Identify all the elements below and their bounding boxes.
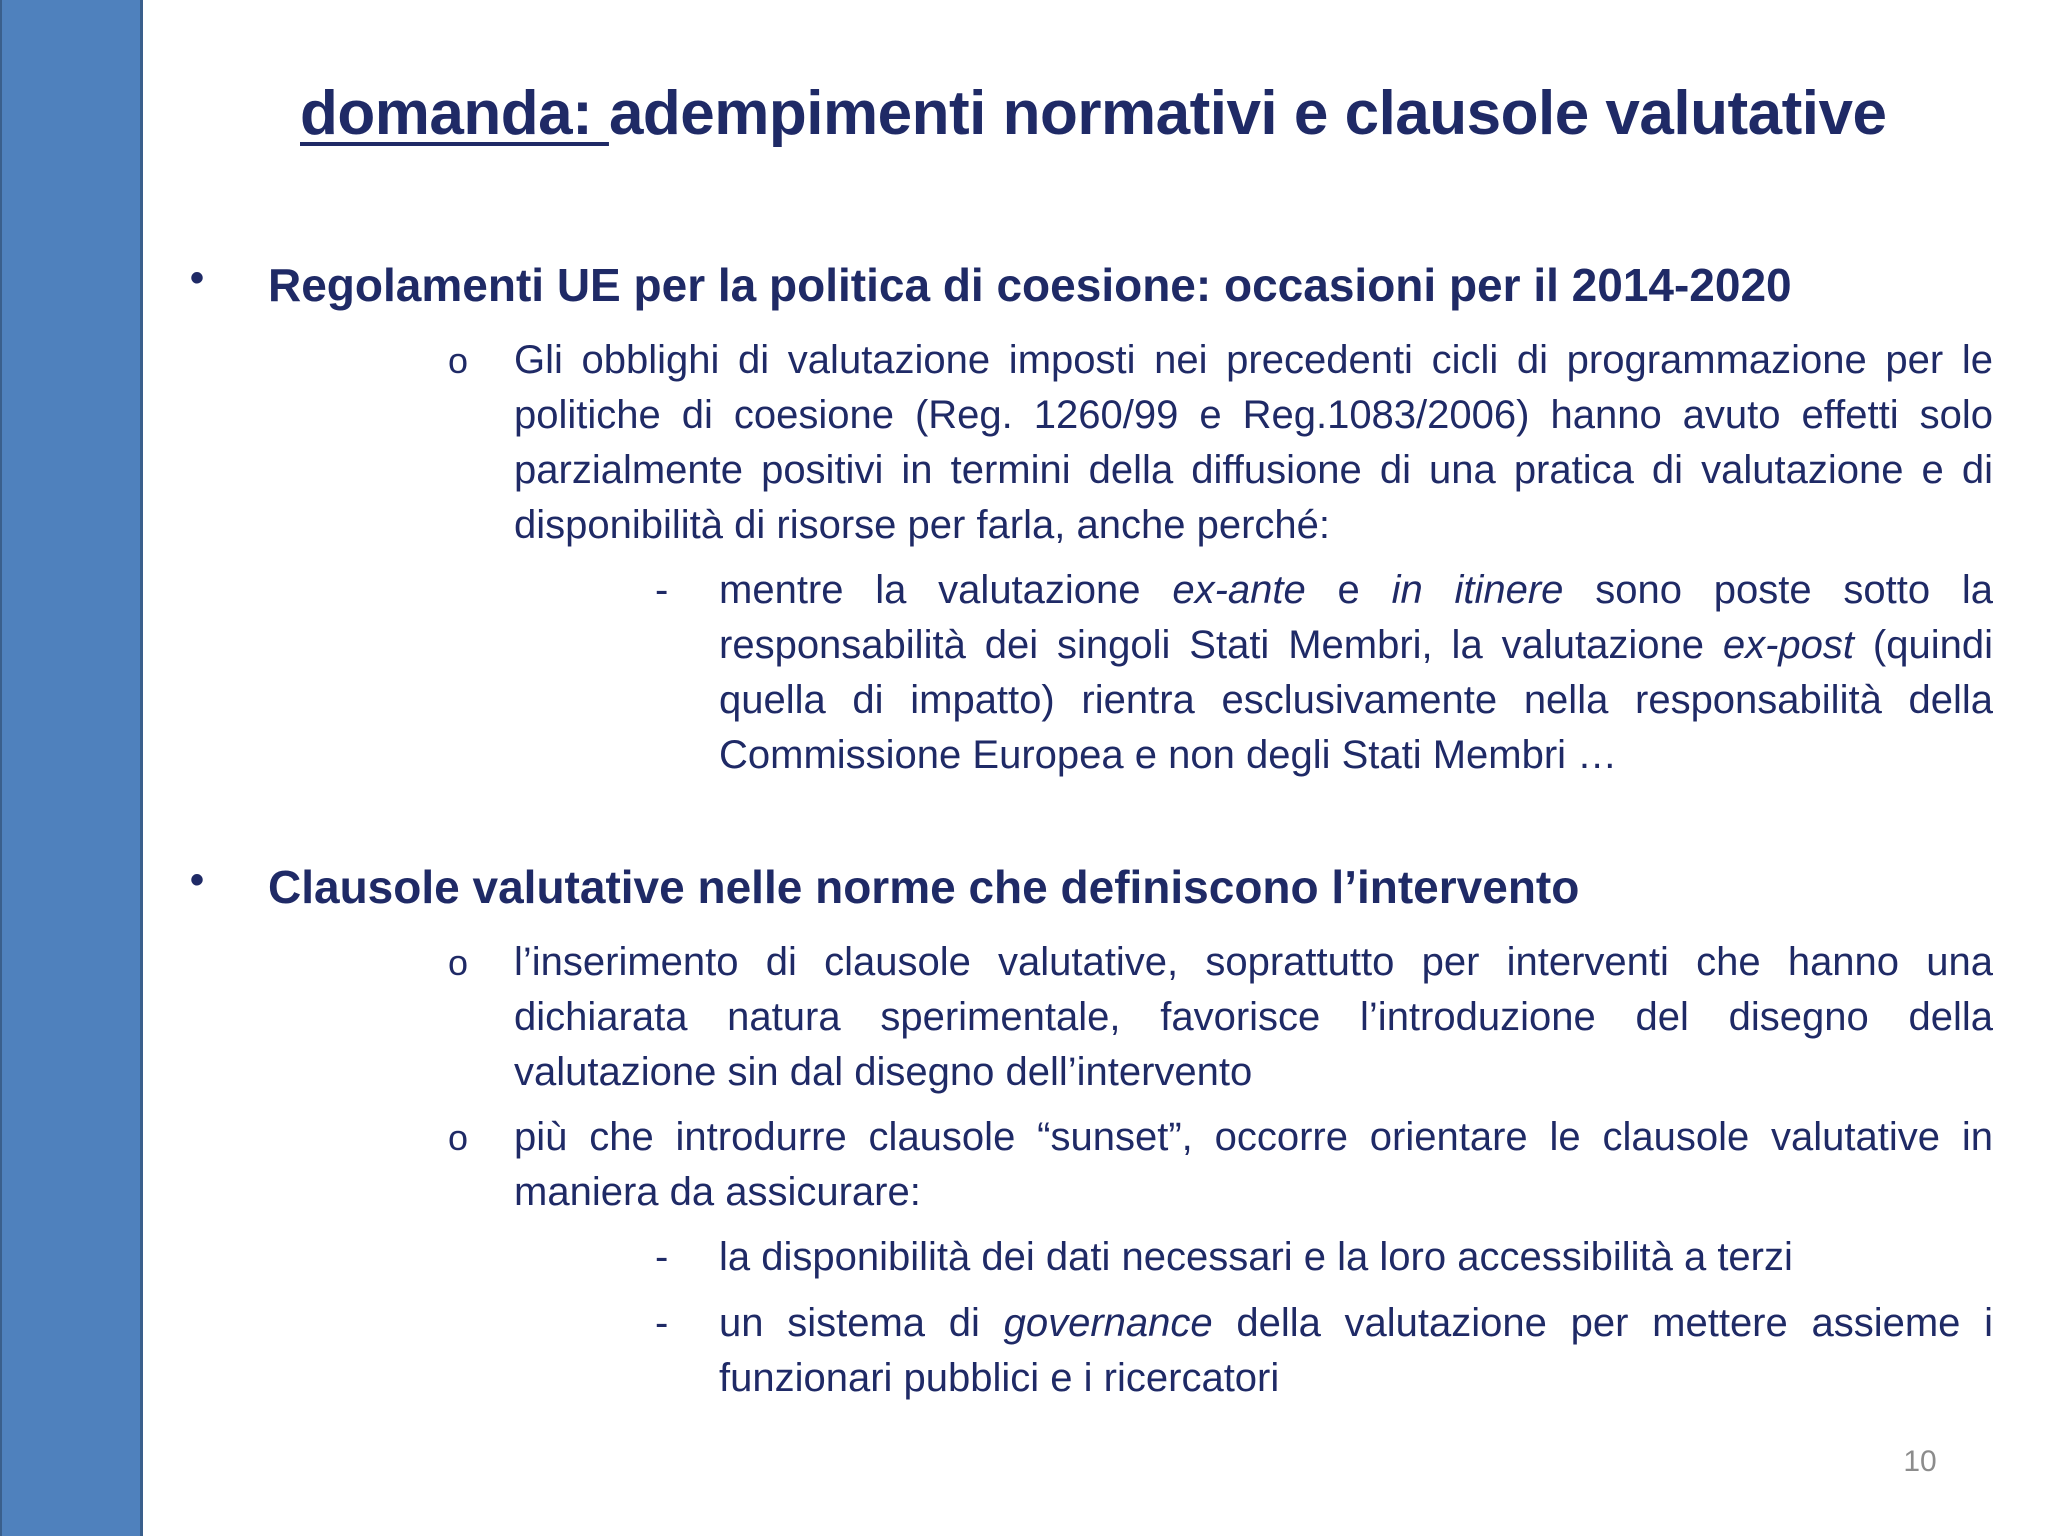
text-segment: e: [1305, 568, 1392, 612]
bullet-dot: •: [190, 858, 205, 902]
sub-item-text: la disponibilità dei dati necessari e la loro accessibilità a terzi: [719, 1235, 1793, 1279]
italic-term: governance: [1003, 1301, 1213, 1345]
sub-item-dati: [655, 1230, 1993, 1285]
section-heading-text: Regolamenti UE per la politica di coesione: occasioni per il 2014-2020: [268, 259, 1792, 311]
sub-item-text: [719, 563, 1993, 783]
bullet-dot: •: [190, 256, 205, 300]
sub-item-governance: [655, 1296, 1993, 1406]
circle-bullet: o: [448, 1117, 469, 1158]
title-underlined-part: domanda:: [300, 79, 609, 148]
page-number: 10: [1903, 1445, 1937, 1478]
dash-bullet: -: [655, 1235, 669, 1279]
italic-term: ex-post: [1722, 623, 1855, 667]
section-heading-text: Clausole valutative nelle norme che definiscono l’intervento: [268, 861, 1580, 913]
list-item-obblighi: [448, 333, 1993, 553]
title-main-part: adempimenti normativi e clausole valutative: [608, 79, 1887, 148]
list-item-text: Gli obblighi di valutazione imposti nei precedenti cicli di programmazione per le politiche di coesione (Reg. 1260/99 e Reg.1083/2006) hanno avuto effetti solo parzialmente positivi in termini della diffusione di una pratica di valutazione e di disponibilità di risorse per farla, anche perché:: [514, 338, 1993, 547]
circle-bullet: o: [448, 340, 469, 381]
text-segment: mentre la valutazione: [719, 568, 1173, 612]
dash-bullet: -: [655, 568, 669, 612]
sub-item-valutazione: [655, 563, 1993, 783]
slide-title: [300, 78, 1900, 149]
circle-bullet: o: [448, 942, 469, 983]
list-item-text: più che introdurre clausole “sunset”, occorre orientare le clausole valutative in maniera da assicurare:: [514, 1115, 1993, 1214]
text-segment: della valutazione per mettere assieme i funzionari pubblici e i ricercatori: [719, 1301, 1994, 1400]
italic-term: ex-ante: [1172, 568, 1306, 612]
list-item-sunset: [448, 1110, 1993, 1220]
text-segment: un sistema di: [719, 1301, 1004, 1345]
dash-bullet: -: [655, 1301, 669, 1345]
side-accent-bar: [0, 0, 143, 1536]
list-item-inserimento: [448, 935, 1993, 1100]
text-segment: sono poste sotto la responsabilità dei singoli Stati Membri, la valutazione: [719, 568, 1993, 667]
text-segment: (quindi quella di impatto) rientra esclusivamente nella responsabilità della Commissione Europea e non degli Stati Membri …: [719, 623, 1993, 777]
italic-term: in itinere: [1391, 568, 1564, 612]
sub-item-text: [719, 1296, 1993, 1406]
list-item-text: l’inserimento di clausole valutative, soprattutto per interventi che hanno una dichiarata natura sperimentale, favorisce l’introduzione del disegno della valutazione sin dal disegno dell’intervento: [514, 940, 1993, 1094]
